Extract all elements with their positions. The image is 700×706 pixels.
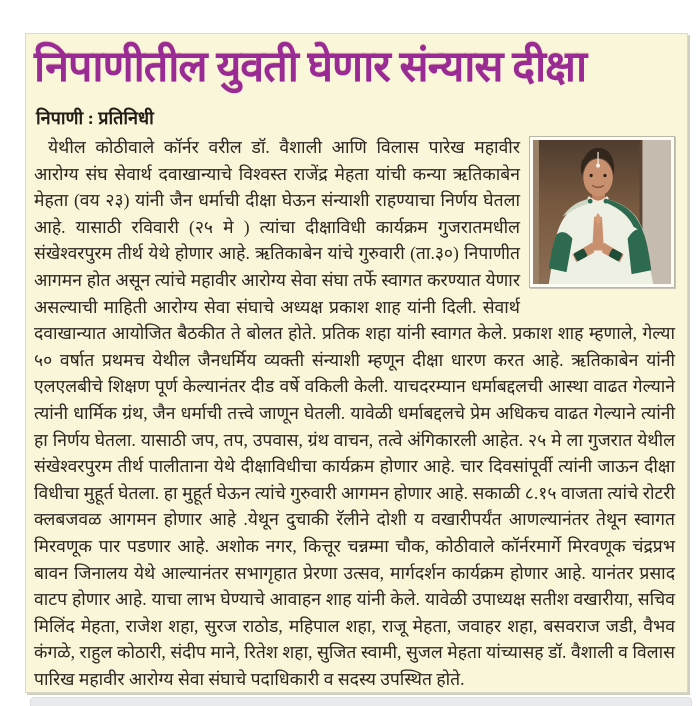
article-body: येथील कोठीवाले कॉर्नर वरील डॉ. वैशाली आणि विलास पारेख महावीर आरोग्य संघ सेवार्थ दवाखान्याचे विश्वस्त राजेंद्र मेहता यांची कन्या ऋतिकाबेन मेहता (वय २३) यांनी जैन धर्माची दीक्षा घेऊन संन्याशी राहण्याचा निर्णय घेतला आहे. यासाठी रविवारी (२५ मे ) त्यांचा दीक्षाविधी कार्यक्रम गुजरातमधील संखेश्वरपुरम तीर्थ येथे होणार आहे. ऋतिकाबेन यांचे गुरुवारी (ता.३०) निपाणीत आगमन होत असून त्यांचे महावीर आरोग्य सेवा संघा तर्फे स्वागत करण्यात येणार असल्याची माहिती आरोग्य सेवा संघाचे अध्यक्ष प्रकाश शाह यांनी दिली. सेवार्थ दवाखान्यात आयोजित बैठकीत ते बोलत होते. प्रतिक शहा यांनी स्वागत केले. प्रकाश शाह म्हणाले, गेल्या ५० वर्षात प्रथमच येथील जैनधर्मिय व्यक्ती संन्याशी म्हणून दीक्षा धारण करत आहे. ऋतिकाबेन यांनी एलएलबीचे शिक्षण पूर्ण केल्यानंतर दीड वर्षे वकिली केली. याचदरम्यान धर्माबद्दलची आस्था वाढत गेल्याने त्यांनी धार्मिक ग्रंथ, जैन धर्माची तत्त्वे जाणून घेतली. यावेळी धर्माबद्दलचे प्रेम अधिकच वाढत गेल्याने त्यांनी हा निर्णय घेतला. यासाठी जप, तप, उपवास, ग्रंथ वाचन, तत्वे अंगिकारली आहेत. २५ मे ला गुजरात येथील संखेश्वरपुरम तीर्थ पालीताना येथे दीक्षाविधीचा कार्यक्रम होणार आहे. चार दिवसांपूर्वी त्यांनी जाऊन दीक्षा विधीचा मुहूर्त घेतला. हा मुहूर्त घेऊन त्यांचे गुरुवारी आगमन होणार आहे. सकाळी ८.१५ वाजता त्यांचे रोटरी क्लबजवळ आगमन होणार आहे .येथून दुचाकी रॅलीने दोशी य वखारीपर्यंत आणल्यानंतर तेथून स्वागत मिरवणूक पार पडणार आहे. अशोक नगर, कित्तूर चन्नम्मा चौक, कोठीवाले कॉर्नरमार्गे मिरवणूक चंद्रप्रभ बावन जिनालय येथे आल्यानंतर सभागृहात प्रेरणा उत्सव, मार्गदर्शन कार्यक्रम होणार आहे. यानंतर प्रसाद वाटप होणार आहे. याचा लाभ घेण्याचे आवाहन शाह यांनी केले. यावेळी उपाध्यक्ष सतीश वखारीया, सचिव मिलिंद मेहता, राजेश शहा, सुरज राठोड, महिपाल शहा, राजू मेहता, जवाहर शहा, बसवराज जडी, वैभव कंगळे, राहुल कोठारी, संदीप माने, रितेश शहा, सुजित स्वामी, सुजल मेहता यांच्यासह डॉ. वैशाली व विलास पारिख महावीर आरोग्य सेवा संघाचे पदाधिकारी व सदस्य उपस्थित होते. <box>34 137 675 689</box>
photo-eye-left <box>590 174 593 177</box>
dateline: निपाणी : प्रतिनिधी <box>36 108 154 128</box>
photo-necklace-bead <box>604 199 609 204</box>
headline: निपाणीतील युवती घेणार संन्यास दीक्षा <box>34 44 587 91</box>
photo-woman-namaste <box>529 136 675 288</box>
photo-eye-right <box>603 174 606 177</box>
photo-illustration <box>533 140 671 284</box>
photo-doorframe-left <box>533 140 539 284</box>
photo-tikka <box>596 164 600 168</box>
article-body-container <box>34 134 675 692</box>
photo-necklace-bead <box>588 199 593 204</box>
newspaper-clipping <box>25 33 688 693</box>
adjacent-clipping-edge <box>30 697 692 706</box>
